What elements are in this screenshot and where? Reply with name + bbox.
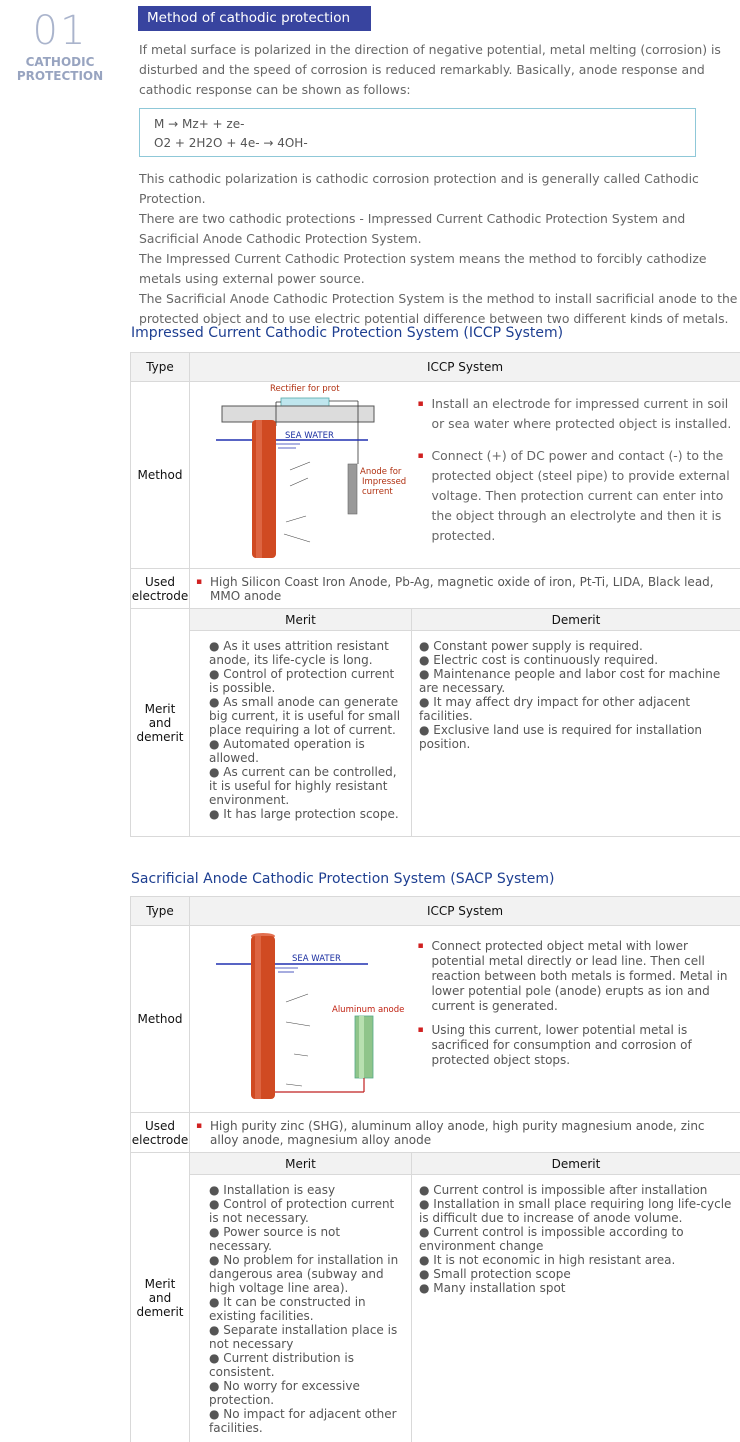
desc-paragraph: The Impressed Current Cathodic Protection system means the method to forcibly cathodize metals using external power source. [139, 251, 707, 286]
demerit-list: ● Constant power supply is required. ● Electric cost is continuously required. ● Maintenance people and labor cost for machine are necessary. ● It may affect dry impact for other adjacent facilities. ● Exclusive land use is required for installation position. [412, 631, 740, 837]
system-header: ICCP System [190, 897, 740, 926]
method-label: Method [131, 926, 190, 1113]
page-title: Method of cathodic protection [138, 6, 371, 31]
demerit-header: Demerit [412, 609, 740, 631]
demerit-list: ● Current control is impossible after installation ● Installation in small place requiring long life-cycle is difficult due to increase of anode volume. ● Current control is impossible according to environment change ● It is not economic in high resistant area. ● Small protection scope ● Many installation spot [412, 1175, 740, 1442]
anode-label-1: Anode for [360, 467, 402, 477]
sacp-heading: Sacrificial Anode Cathodic Protection System (SACP System) [131, 871, 555, 887]
type-header: Type [131, 897, 190, 926]
method-label: Method [131, 382, 190, 569]
iccp-method-text [412, 382, 740, 569]
anode-label-2: Impressed [362, 477, 407, 487]
demerit-header: Demerit [412, 1153, 740, 1175]
section-label: CATHODIC PROTECTION [16, 55, 104, 83]
formula-cathode: O2 + 2H2O + 4e- → 4OH- [154, 136, 308, 150]
iccp-table [130, 352, 740, 837]
anode-label-3: current [362, 487, 393, 497]
electrode-label: Used electrode [131, 1113, 190, 1153]
sea-water-label: SEA WATER [292, 954, 341, 964]
electrode-cell [190, 569, 740, 609]
sacp-table [130, 896, 740, 1442]
sacp-method-text [412, 926, 740, 1113]
desc-paragraph: There are two cathodic protections - Impressed Current Cathodic Protection System and Sacrificial Anode Cathodic Protection System. [139, 211, 686, 246]
merit-list: ● As it uses attrition resistant anode, its life-cycle is long. ● Control of protection current is possible. ● As small anode can generate big current, it is useful for small place requiring a lot of current. ● Automated operation is allowed. ● As current can be controlled, it is useful for highly resistant environment. ● It has large protection scope. [190, 631, 412, 837]
method-point: ▪ Install an electrode for impressed current in soil or sea water where protected object is installed. [418, 394, 733, 434]
sacp-diagram-image [190, 926, 412, 1109]
electrode-text: ▪ High Silicon Coast Iron Anode, Pb-Ag, magnetic oxide of iron, Pt-Ti, LIDA, Black lead, MMO anode [196, 575, 734, 603]
sea-water-label: SEA WATER [285, 431, 334, 441]
desc-paragraph: This cathodic polarization is cathodic corrosion protection and is generally called Cathodic Protection. [139, 171, 699, 206]
rectifier-label: Rectifier for prot [270, 384, 340, 394]
merit-list: ● Installation is easy ● Control of protection current is not necessary. ● Power source is not necessary. ● No problem for installation in dangerous area (subway and high voltage line area). ● It can be constructed in existing facilities. ● Separate installation place is not necessary ● Current distribution is consistent. ● No worry for excessive protection. ● No impact for adjacent other facilities. [190, 1175, 412, 1442]
method-point: ▪ Connect (+) of DC power and contact (-) to the protected object (steel pipe) to provide external voltage. Then protection current can enter into the object through an electrolyte and then it is protected. [418, 446, 733, 546]
sacp-diagram [190, 926, 412, 1113]
formula-anode: M → Mz+ + ze- [154, 117, 245, 131]
intro-text: If metal surface is polarized in the direction of negative potential, metal melting (corrosion) is disturbed and the speed of corrosion is reduced remarkably. Basically, anode response and cathodic response can be shown as follows: [139, 42, 721, 97]
formula-box [139, 108, 696, 157]
merit-header: Merit [190, 1153, 412, 1175]
description [139, 169, 740, 329]
iccp-heading: Impressed Current Cathodic Protection System (ICCP System) [131, 325, 564, 341]
section-marker [0, 0, 120, 83]
aluminum-anode-label: Aluminum anode [332, 1005, 405, 1015]
electrode-text: ▪ High purity zinc (SHG), aluminum alloy anode, high purity magnesium anode, zinc alloy anode, magnesium alloy anode [196, 1119, 734, 1147]
system-header: ICCP System [190, 353, 740, 382]
method-point: ▪ Using this current, lower potential metal is sacrificed for consumption and corrosion of protected object stops. [418, 1023, 733, 1068]
iccp-diagram [190, 382, 412, 569]
section-number: 01 [32, 8, 88, 54]
iccp-diagram-image [190, 382, 412, 565]
electrode-cell [190, 1113, 740, 1153]
merit-demerit-label: Merit and demerit [131, 609, 190, 837]
electrode-label: Used electrode [131, 569, 190, 609]
merit-demerit-label: Merit and demerit [131, 1153, 190, 1442]
type-header: Type [131, 353, 190, 382]
merit-header: Merit [190, 609, 412, 631]
desc-paragraph: The Sacrificial Anode Cathodic Protection System is the method to install sacrificial anode to the protected object and to use electric potential difference between two different kinds of metals. [139, 291, 738, 326]
method-point: ▪ Connect protected object metal with lower potential metal directly or lead line. Then cell reaction between both metals is formed. Metal in lower potential pole (anode) erupts as ion and current is generated. [418, 939, 733, 1014]
